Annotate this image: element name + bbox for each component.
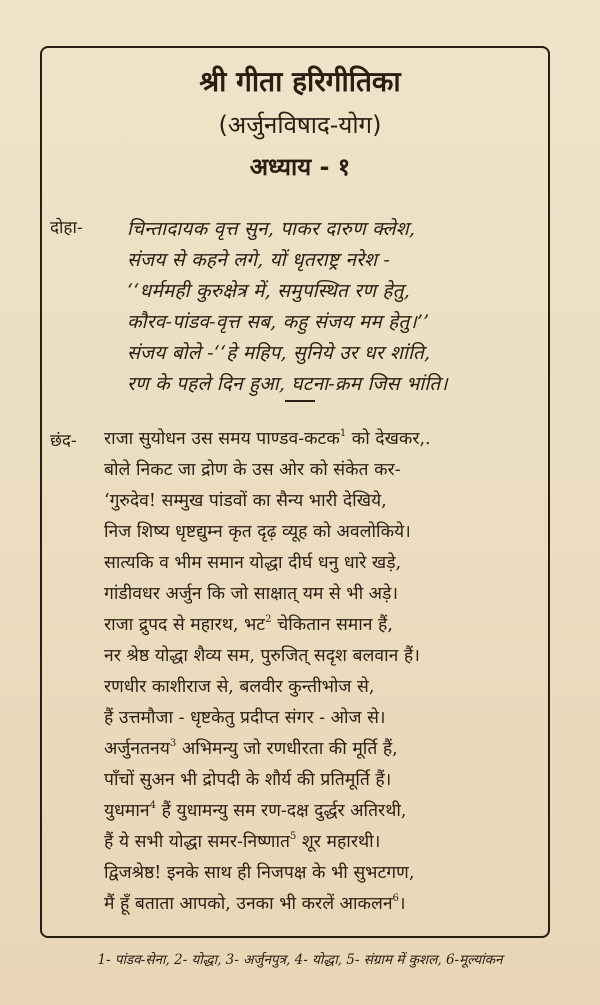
footnote-marker: 6 xyxy=(392,893,399,904)
chhand-line-text: हैं ये सभी योद्धा समर-निष्णात xyxy=(104,832,290,852)
chhand-line-text: नर श्रेष्ठ योद्धा शैव्य सम, पुरुजित् सदृश बलवान हैं। xyxy=(104,646,420,666)
doha-line: चिन्तादायक वृत्त सुन, पाकर दारुण क्लेश, xyxy=(127,218,416,240)
chhand-line-text: अभिमन्यु जो रणधीरता की मूर्ति हैं, xyxy=(176,739,398,759)
chhand-line-text: राजा द्रुपद से महारथ, भट xyxy=(104,615,266,635)
doha-line: रण के पहले दिन हुआ, घटना-क्रम जिस भांति। xyxy=(127,373,448,395)
chhand-line-text: । xyxy=(398,894,406,914)
chapter-heading: अध्याय - १ xyxy=(249,153,351,181)
chhand-line xyxy=(104,796,544,827)
doha-line: कौरव-पांडव-वृत्त सब, कहु संजय मम हेतु।’’ xyxy=(127,311,430,333)
doha-line: संजय बोले -‘‘हे महिप, सुनिये उर धर शांति, xyxy=(127,342,431,364)
page-subtitle: (अर्जुनविषाद-योग) xyxy=(218,111,382,139)
chhand-line-text: को देखकर,. xyxy=(346,429,431,449)
chhand-line-text: रणधीर काशीराज से, बलवीर कुन्तीभोज से, xyxy=(104,677,375,697)
chhand-line-text: चेकितान समान हैं, xyxy=(271,615,393,635)
chhand-line xyxy=(104,579,544,610)
page-title: श्री गीता हरिगीतिका xyxy=(199,65,401,98)
chhand-line xyxy=(104,486,544,517)
chhand-line xyxy=(104,610,544,641)
chhand-line-text: द्विजश्रेष्ठ! इनके साथ ही निजपक्ष के भी सुभटगण, xyxy=(104,863,415,883)
chhand-line xyxy=(104,672,544,703)
chhand-line xyxy=(104,548,544,579)
chhand-line xyxy=(104,424,544,455)
footnotes: 1- पांडव-सेना, 2- योद्धा, 3- अर्जुनपुत्र, 4- योद्धा, 5- संग्राम में कुशल, 6-मूल्यांकन xyxy=(97,952,503,968)
chhand-line xyxy=(104,641,544,672)
footnote-marker: 1 xyxy=(339,428,347,439)
chhand-line-text: बोले निकट जा द्रोण के उस ओर को संकेत कर- xyxy=(104,460,401,480)
doha-line: संजय से कहने लगे, यों धृतराष्ट्र नरेश - xyxy=(127,249,391,271)
chhand-line-text: हैं युधामन्यु सम रण-दक्ष दुर्द्धर अतिरथी, xyxy=(156,801,407,821)
chhand-line xyxy=(104,827,544,858)
chhand-line-text: पाँचों सुअन भी द्रोपदी के शौर्य की प्रतिमूर्ति हैं। xyxy=(104,770,392,790)
doha-verse xyxy=(127,214,537,400)
chhand-line-text: राजा सुयोधन उस समय पाण्डव-कटक xyxy=(104,429,340,449)
chhand-line-text: सात्यकि व भीम समान योद्धा दीर्घ धनु धारे खड़े, xyxy=(104,553,402,573)
footnote-marker: 4 xyxy=(149,800,156,811)
chhand-verse xyxy=(104,424,544,920)
chhand-line-text: ‘गुरुदेव! सम्मुख पांडवों का सैन्य भारी देखिये, xyxy=(104,491,387,511)
footnote-marker: 5 xyxy=(289,831,297,842)
chhand-line-text: अर्जुनतनय xyxy=(104,739,170,759)
chhand-line-text: गांडीवधर अर्जुन कि जो साक्षात् यम से भी अड़े। xyxy=(104,584,399,604)
chhand-line xyxy=(104,765,544,796)
chhand-line-text: निज शिष्य धृष्टद्युम्न कृत दृढ़ व्यूह को अवलोकिये। xyxy=(104,522,411,542)
chhand-line xyxy=(104,889,544,920)
chhand-line xyxy=(104,734,544,765)
chhand-line xyxy=(104,517,544,548)
doha-line: ‘‘धर्ममही कुरुक्षेत्र में, समुपस्थित रण हेतु, xyxy=(127,280,410,302)
chhand-line-text: शूर महारथी। xyxy=(296,832,381,852)
chhand-line xyxy=(104,703,544,734)
chhand-line-text: मैं हूँ बताता आपको, उनका भी करलें आकलन xyxy=(104,894,393,914)
chhand-line-text: हैं उत्तमौजा - धृष्टकेतु प्रदीप्त संगर - ओज से। xyxy=(104,708,386,728)
footnote-marker: 2 xyxy=(265,614,272,625)
footnote-marker: 3 xyxy=(169,738,177,749)
section-divider xyxy=(285,400,315,402)
doha-label: दोहा- xyxy=(50,218,83,238)
chhand-line xyxy=(104,455,544,486)
chhand-line xyxy=(104,858,544,889)
chhand-label: छंद- xyxy=(50,431,77,451)
chhand-line-text: युधमान xyxy=(104,801,150,821)
